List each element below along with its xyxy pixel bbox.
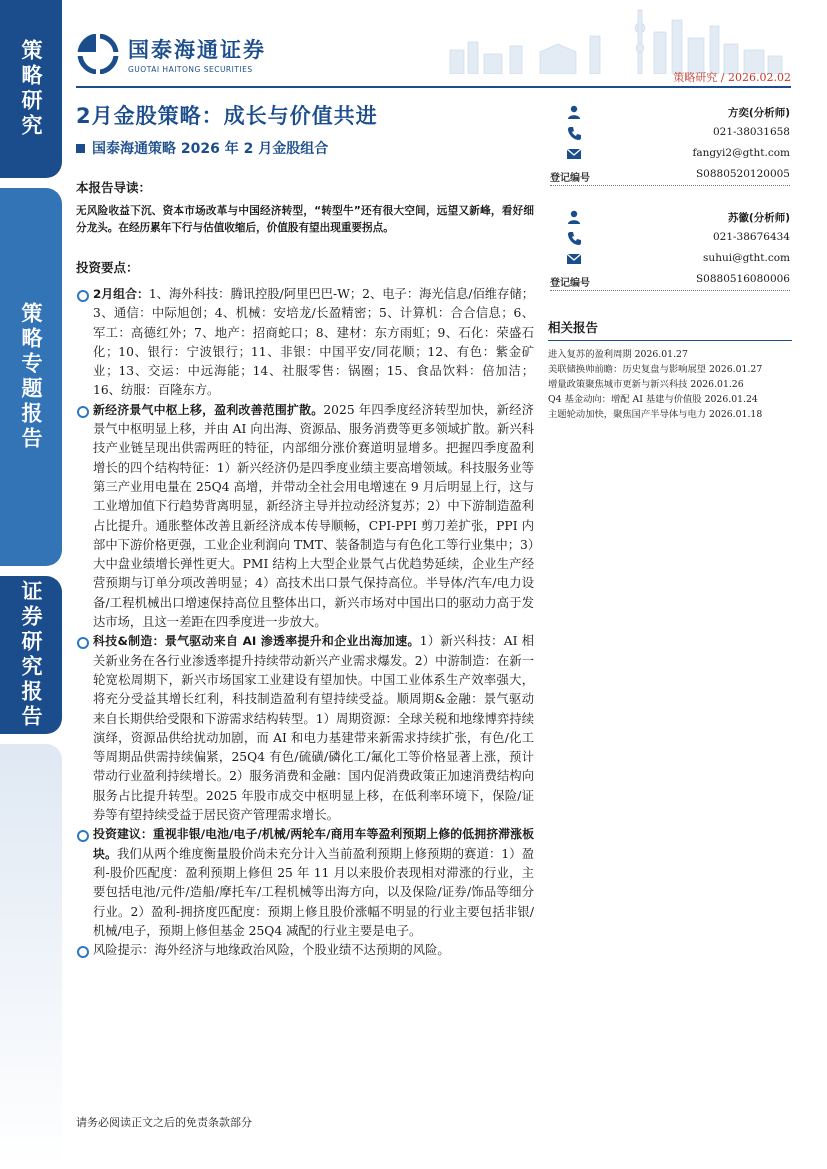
related-report-link[interactable]: 增量政策聚焦城市更新与新兴科技 2026.01.26 — [548, 379, 744, 390]
header-divider — [76, 86, 791, 88]
logo-name-cn: 国泰海通证券 — [128, 38, 266, 62]
analyst-phone: 021-38676434 — [712, 231, 790, 243]
related-report-link[interactable]: 主题轮动加快，聚焦国产半导体与电力 2026.01.18 — [548, 409, 763, 420]
phone-icon — [566, 125, 582, 141]
key-point-investment-advice: 投资建议：重视非银/电池/电子/机械/两轮车/商用车等盈利预期上修的低拥挤滞涨板块。我们从两个维度衡量股价尚未充分计入当前盈利预期上修预期的赛道：1）盈利-股价匹配度：盈利预期上修但 25 年 11 月以来股价表现相对滞涨的行业，主要包括电池/元件/造船/摩托车/工程机械等出海方向，以及保险/证券/饰品等细分行业。2）盈利-拥挤度匹配度：预期上修且股价涨幅不明显的行业主要包括非银/机械/电子，预期上修但基金 25Q4 减配的行业主要是电子。 — [76, 825, 534, 941]
logo-name-en: GUOTAI HAITONG SECURITIES — [128, 65, 253, 74]
dotted-divider — [550, 185, 790, 186]
square-bullet-icon — [76, 144, 85, 153]
mail-icon — [566, 146, 582, 162]
side-tab-securities-research: 证券研究报告 — [0, 576, 62, 734]
analyst-email[interactable]: suhui@gtht.com — [703, 252, 790, 264]
mail-icon — [566, 251, 582, 267]
report-subtitle: 国泰海通策略 2026 年 2 月金股组合 — [76, 138, 328, 158]
guide-text: 无风险收益下沉、资本市场改革与中国经济转型，“转型牛”还有很大空间，远望又新峰，看好细分龙头。在经历累年下行与估值收缩后，价值股有望出现重要拐点。 — [76, 205, 534, 234]
related-report-link[interactable]: Q4 基金动向：增配 AI 基建与价值股 2026.01.24 — [548, 394, 758, 405]
key-points-label: 投资要点： — [76, 260, 139, 275]
registration-label: 登记编号 — [550, 278, 590, 289]
person-icon — [566, 209, 582, 225]
analyst-name: 方奕(分析师) — [727, 107, 790, 119]
side-tab-strategy-research: 策略研究 — [0, 0, 62, 178]
registration-label: 登记编号 — [550, 173, 590, 184]
key-point-risk: 风险提示：海外经济与地缘政治风险，个股业绩不达预期的风险。 — [76, 941, 534, 960]
disclaimer-note: 请务必阅读正文之后的免责条款部分 — [76, 1116, 252, 1129]
phone-icon — [566, 230, 582, 246]
logo-icon — [76, 34, 120, 74]
side-tab-strategy-topic: 策略专题报告 — [0, 188, 62, 566]
key-point-earnings: 新经济景气中枢上移，盈利改善范围扩散。2025 年四季度经济转型加快，新经济景气中枢明显上移，并由 AI 向出海、资源品、服务消费等更多领域扩散。新兴科技产业链呈现出供需两旺的特征，内部细分涨价赛道明显增多。把握四季度盈利增长的四个结构特征：1）新兴经济仍是四季度业绩主要高增领域。科技服务业等第三产业用电量在 25Q4 高增，并带动全社会用电增速在 9 月后明显上行，这与工业增加值下行趋势背离明显，新经济主导并拉动经济复苏；2）中下游制造盈利占比提升。通胀整体改善且新经济成本传导顺畅，CPI-PPI 剪刀差扩张，PPI 内部中下游价格更强，工业企业利润向 TMT、装备制造与有色化工等行业集中；3）大中盘业绩增长弹性更大。PMI 结构上大型企业景气占优趋势延续，企业生产经营预期与订单分项改善明显；4）高技术出口景气保持高位。半导体/汽车/电力设备/工程机械出口增速保持高位且整体出口，新兴市场对中国出口的驱动力高于发达市场，且这一差距在四季度进一步放大。 — [76, 401, 534, 633]
analyst-email[interactable]: fangyi2@gtht.com — [692, 147, 790, 159]
side-bar-decoration — [0, 744, 62, 1169]
key-point-portfolio: 2月组合：1、海外科技：腾讯控股/阿里巴巴-W；2、电子：海光信息/佰维存储；3、通信：中际旭创；4、机械：安培龙/长盈精密；5、计算机：合合信息；6、军工：高德红外；7、地产：招商蛇口；8、建材：东方雨虹；9、石化：荣盛石化；10、银行：宁波银行；11、非银：中国平安/同花顺；12、有色：紫金矿业；13、交运：中远海能；14、社服零售：锅圈；15、食品饮料：倍加洁；16、纺服：百隆东方。 — [76, 285, 534, 401]
analyst-card-2 — [550, 207, 790, 291]
company-logo — [76, 34, 266, 74]
person-icon — [566, 104, 582, 120]
related-report-link[interactable]: 美联储换帅前瞻：历史复盘与影响展望 2026.01.27 — [548, 364, 763, 375]
related-reports-list — [548, 347, 792, 422]
analyst-name: 苏徽(分析师) — [727, 212, 790, 224]
registration-number: S0880520120005 — [695, 168, 790, 180]
guide-label: 本报告导读： — [76, 180, 152, 195]
report-title: 2月金股策略：成长与价值共进 — [76, 104, 378, 128]
related-reports — [548, 318, 792, 422]
related-report-link[interactable]: 进入复苏的盈利周期 2026.01.27 — [548, 349, 688, 360]
key-point-tech-manufacturing: 科技&制造：景气驱动来自 AI 渗透率提升和企业出海加速。1）新兴科技：AI 相关新业务在各行业渗透率提升持续带动新兴产业需求爆发。2）中游制造：在新一轮宽松周期下，新兴市场国家工业建设有望加快。中国工业体系生产效率强大，将充分受益其增长红利，科技制造盈利有望持续受益。顺周期&金融：景气驱动来自长期供给受限和下游需求结构转型。1）周期资源：全球关税和地缘博弈持续演绎，资源品供给扰动加剧，而 AI 和电力基建带来新需求持续扩张，有色/化工等周期品供需持续偏紧，25Q4 有色/硫磺/磷化工/氟化工等价格显著上涨，预计带动行业盈利持续增长。2）服务消费和金融：国内促消费政策正加速消费结构向服务占比提升转型。2025 年股市成交中枢明显上移，在低利率环境下，保险/证券等有望持续受益于居民资产管理需求增长。 — [76, 632, 534, 825]
side-band — [0, 0, 62, 1169]
registration-number: S0880516080006 — [695, 273, 790, 285]
dotted-divider — [550, 290, 790, 291]
related-reports-title: 相关报告 — [548, 318, 792, 341]
report-category-date: 策略研究 / 2026.02.02 — [673, 71, 791, 84]
analyst-card-1 — [550, 102, 790, 186]
analyst-phone: 021-38031658 — [712, 126, 790, 138]
key-points-list — [76, 285, 534, 960]
main-content — [76, 178, 534, 960]
city-skyline-illustration — [440, 6, 790, 74]
